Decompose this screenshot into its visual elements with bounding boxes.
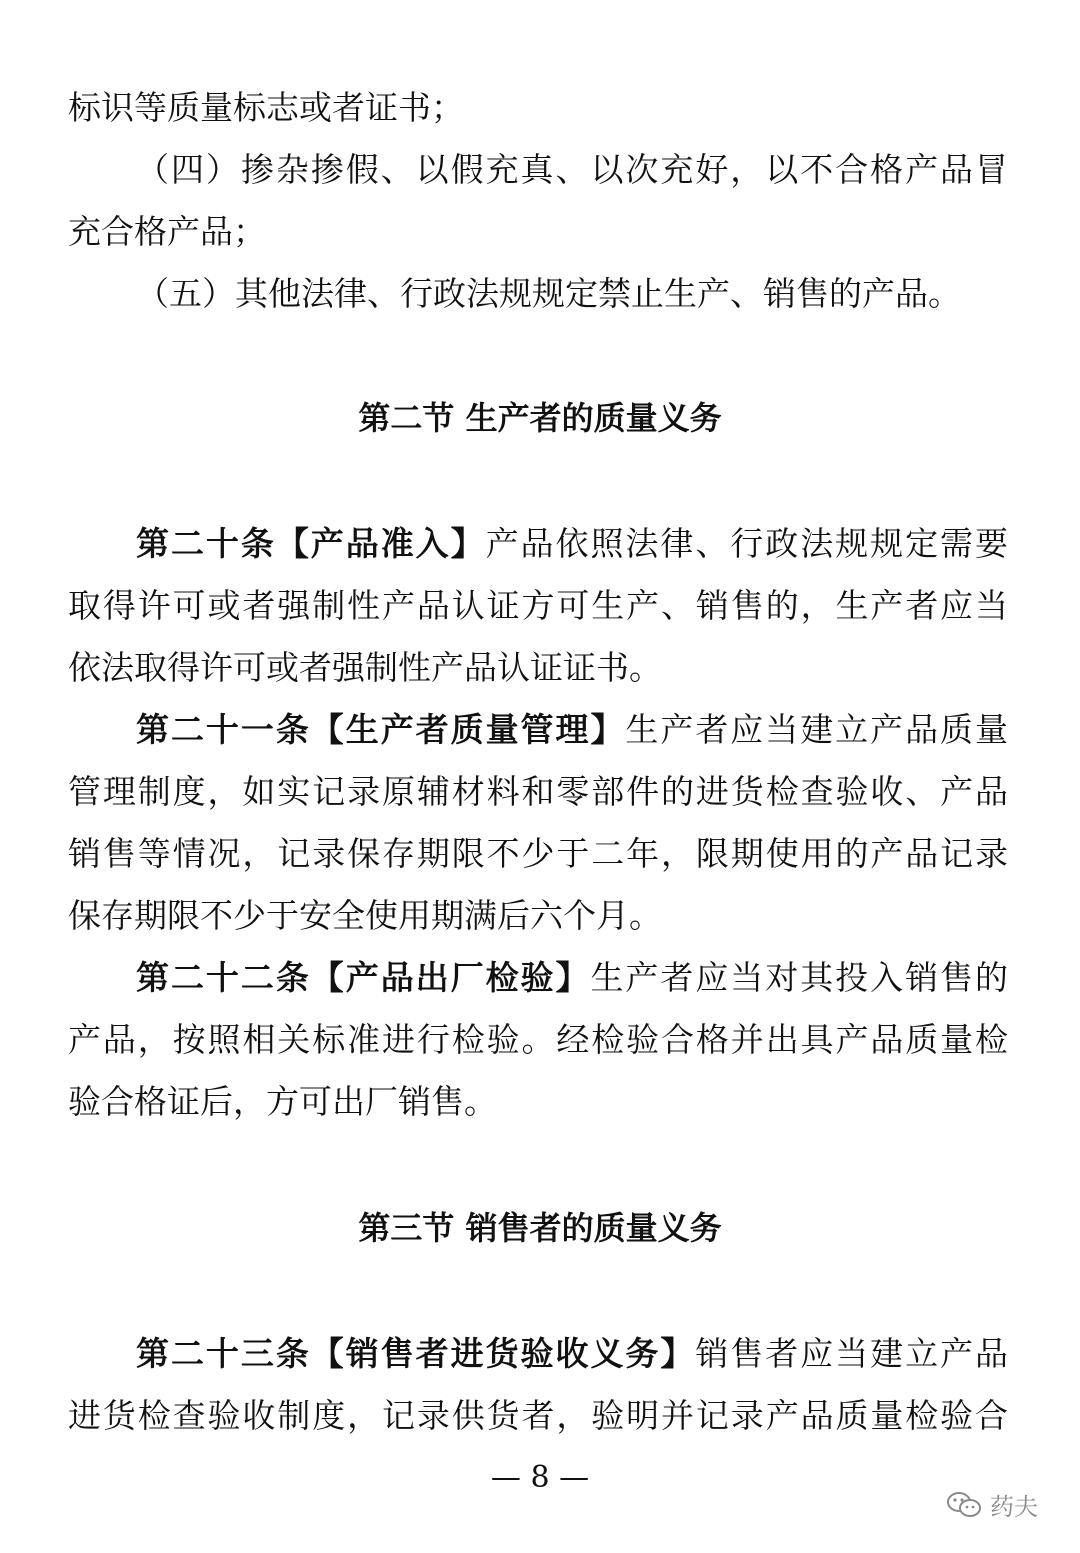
article-22-line-1	[136, 958, 1008, 998]
article-21-title: 第二十一条【生产者质量管理】	[136, 710, 626, 749]
body-line: 管理制度，如实记录原辅材料和零部件的进货检查验收、产品	[68, 772, 1008, 811]
article-21-text: 生产者应当建立产品质量	[625, 710, 1009, 749]
article-23-title: 第二十三条【销售者进货验收义务】	[136, 1334, 696, 1373]
body-line: 依法取得许可或者强制性产品认证证书。	[68, 648, 662, 687]
article-20-line-1	[136, 524, 1008, 564]
wechat-icon	[946, 1490, 982, 1520]
article-20-text: 产品依照法律、行政法规规定需要	[485, 524, 1009, 563]
body-line: 验合格证后，方可出厂销售。	[68, 1082, 497, 1121]
body-line: 销售等情况，记录保存期限不少于二年，限期使用的产品记录	[68, 834, 1008, 873]
article-22-text: 生产者应当对其投入销售的	[590, 958, 1009, 997]
body-line: 充合格产品；	[68, 212, 266, 251]
body-line: 保存期限不少于安全使用期满后六个月。	[68, 896, 662, 935]
body-line: 产品，按照相关标准进行检验。经检验合格并出具产品质量检	[68, 1020, 1008, 1059]
page-number: — 8 —	[490, 1460, 590, 1495]
body-line: 取得许可或者强制性产品认证方可生产、销售的，生产者应当	[68, 586, 1008, 625]
watermark	[946, 1487, 1038, 1522]
section-heading: 第三节 销售者的质量义务	[358, 1209, 722, 1247]
article-20-title: 第二十条【产品准入】	[136, 524, 486, 563]
article-23-line-1	[136, 1334, 1008, 1374]
article-22-title: 第二十二条【产品出厂检验】	[136, 958, 591, 997]
body-line: 进货检查验收制度，记录供货者，验明并记录产品质量检验合	[68, 1396, 1008, 1435]
section-heading: 第二节 生产者的质量义务	[358, 399, 722, 437]
article-21-line-1	[136, 710, 1008, 750]
watermark-text: 药夫	[990, 1493, 1038, 1521]
body-line: （四）掺杂掺假、以假充真、以次充好，以不合格产品冒	[136, 150, 1008, 189]
body-line: 标识等质量标志或者证书；	[68, 88, 464, 127]
body-line: （五）其他法律、行政法规规定禁止生产、销售的产品。	[136, 274, 961, 313]
article-23-text: 销售者应当建立产品	[695, 1334, 1009, 1373]
